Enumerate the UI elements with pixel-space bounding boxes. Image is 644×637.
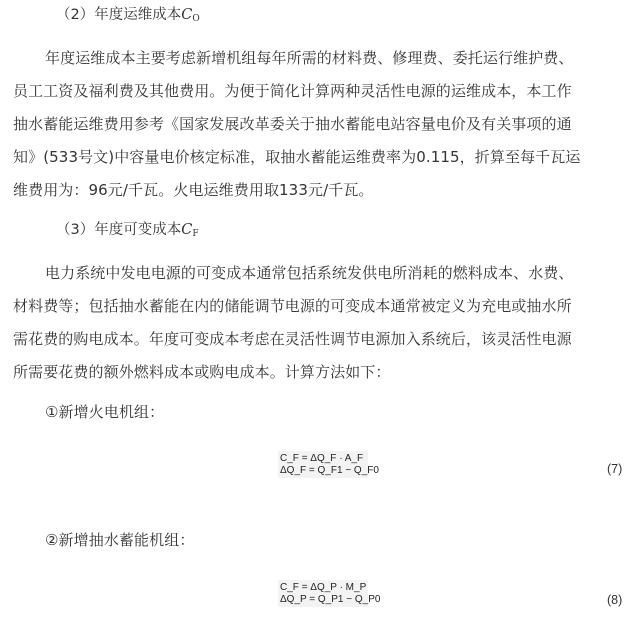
pumped-formula-line-2: ΔQ_P = Q_P1 − Q_P0 xyxy=(280,594,381,605)
section-2-line-2: 员工工资及福利费及其他费用。为便于简化计算两种灵活性电源的运维成本，本工作 xyxy=(13,82,572,100)
pumped-formula-line-1: C_F = ΔQ_P · M_P xyxy=(280,582,367,593)
section-2-heading xyxy=(56,5,200,29)
section-3-line-1: 电力系统中发电电源的可变成本通常包括系统发供电所消耗的燃料成本、水费、 xyxy=(45,264,574,282)
pumped-storage-label: ②新增抽水蓄能机组： xyxy=(45,531,195,549)
section-2-symbol: $C_O$ xyxy=(181,7,200,24)
section-3-line-2: 材料费等；包括抽水蓄能在内的储能调节电源的可变成本通常被定义为充电或抽水所 xyxy=(13,297,572,315)
thermal-formula-line-2: ΔQ_F = Q_F1 − Q_F0 xyxy=(280,465,379,476)
section-3-heading-text: （3）年度可变成本 xyxy=(56,222,182,238)
thermal-unit-label: ①新增火电机组： xyxy=(45,403,165,421)
thermal-formula-line-1: C_F = ΔQ_F · A_F xyxy=(280,453,364,464)
pumped-storage-formula xyxy=(278,580,381,607)
section-3-heading xyxy=(56,220,199,244)
section-3-symbol: $C_F$ xyxy=(181,222,199,239)
equation-number-7: (7) xyxy=(607,462,623,476)
thermal-formula xyxy=(278,451,379,478)
section-2-line-3: 抽水蓄能运维费用参考《国家发展改革委关于抽水蓄能电站容量电价及有关事项的通 xyxy=(13,115,572,133)
section-2-line-5: 维费用为：96元/千瓦。火电运维费用取133元/千瓦。 xyxy=(13,181,374,199)
section-2-heading-text: （2）年度运维成本 xyxy=(56,7,182,23)
section-3-line-4: 所需要花费的额外燃料成本或购电成本。计算方法如下： xyxy=(13,363,391,381)
equation-number-8: (8) xyxy=(607,593,623,607)
section-2-line-1: 年度运维成本主要考虑新增机组每年所需的材料费、修理费、委托运行维护费、 xyxy=(45,49,574,67)
section-3-line-3: 需花费的购电成本。年度可变成本考虑在灵活性调节电源加入系统后，该灵活性电源 xyxy=(13,330,572,348)
section-2-line-4: 知》(533号文)中容量电价核定标准，取抽水蓄能运维费率为0.115，折算至每千瓦运 xyxy=(13,148,581,166)
